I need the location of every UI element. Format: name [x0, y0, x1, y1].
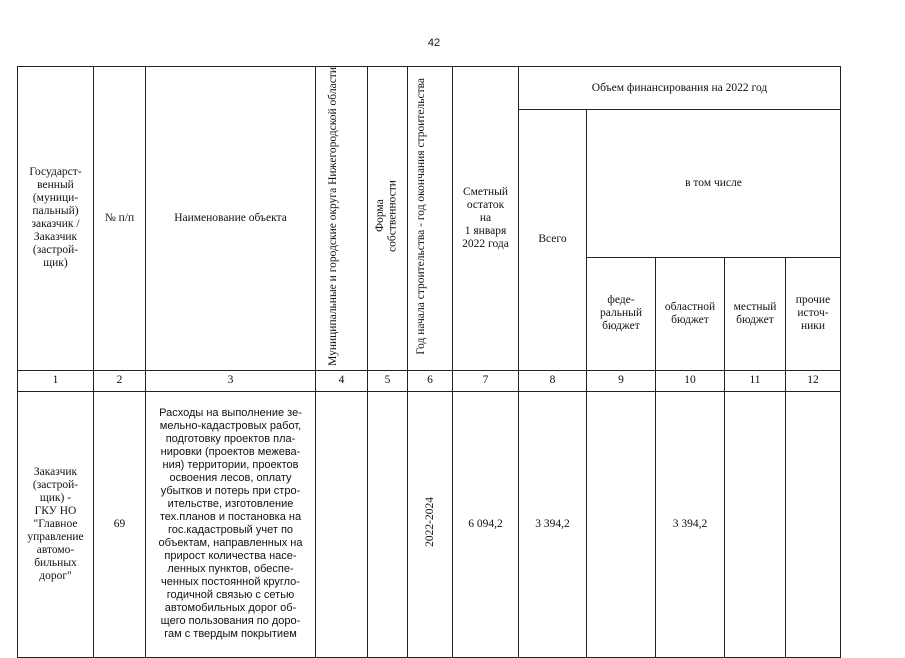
header-years — [408, 67, 453, 371]
row-regional: 3 394,2 — [656, 391, 725, 657]
column-number: 3 — [146, 370, 316, 391]
header-object-name: Наименование объекта — [146, 67, 316, 371]
column-number: 1 — [18, 370, 94, 391]
header-number: № п/п — [94, 67, 146, 371]
column-number: 11 — [725, 370, 786, 391]
row-years — [408, 391, 453, 657]
header-other: прочие источ- ники — [786, 257, 841, 370]
header-districts — [316, 67, 368, 371]
table-row — [18, 391, 841, 657]
header-ownership — [368, 67, 408, 371]
row-other — [786, 391, 841, 657]
column-number: 9 — [587, 370, 656, 391]
row-total: 3 394,2 — [519, 391, 587, 657]
column-number: 6 — [408, 370, 453, 391]
header-districts-text: Муниципальные и городские округа Нижегородской области — [326, 67, 339, 366]
header-financing-volume: Объем финансирования на 2022 год — [519, 67, 841, 110]
row-federal — [587, 391, 656, 657]
header-total: Всего — [519, 110, 587, 371]
financing-table — [17, 66, 841, 658]
row-description: Расходы на выполнение зе- мельно-кадастровых работ, подготовку проектов пла- нировки (проектов межева- ния) территории, проектов освоения лесов, оплату убытков и потерь при стро- ительстве, изготовление тех.планов и постановка на гос.кадастровый учет по объектам, направленных на прирост количества насе- ленных пунктов, обеспе- ченных постоянной кругло- годичной связью с сетью автомобильных дорог об- щего пользования по доро- гам с твердым покрытием — [146, 391, 316, 657]
column-number: 10 — [656, 370, 725, 391]
column-number: 12 — [786, 370, 841, 391]
header-estimate-balance: Сметный остаток на 1 января 2022 года — [453, 67, 519, 371]
row-ownership — [368, 391, 408, 657]
header-federal: феде- ральный бюджет — [587, 257, 656, 370]
column-number-row — [18, 370, 841, 391]
column-number: 8 — [519, 370, 587, 391]
header-including: в том числе — [587, 110, 841, 258]
row-customer: Заказчик (застрой- щик) - ГКУ НО "Главное управление автомо- бильных дорог" — [18, 391, 94, 657]
page-number: 42 — [427, 37, 441, 49]
row-district — [316, 391, 368, 657]
column-number: 5 — [368, 370, 408, 391]
column-number: 4 — [316, 370, 368, 391]
row-local — [725, 391, 786, 657]
header-ownership-text: Форма собственности — [373, 180, 398, 253]
header-local: местный бюджет — [725, 257, 786, 370]
header-regional: областной бюджет — [656, 257, 725, 370]
header-years-text: Год начала строительства - год окончания строительства — [415, 78, 427, 355]
header-customer: Государст- венный (муници- пальный) заказчик / Заказчик (застрой- щик) — [18, 67, 94, 371]
row-number: 69 — [94, 391, 146, 657]
column-number: 2 — [94, 370, 146, 391]
column-number: 7 — [453, 370, 519, 391]
row-estimate-balance: 6 094,2 — [453, 391, 519, 657]
row-years-text: 2022-2024 — [423, 497, 436, 548]
